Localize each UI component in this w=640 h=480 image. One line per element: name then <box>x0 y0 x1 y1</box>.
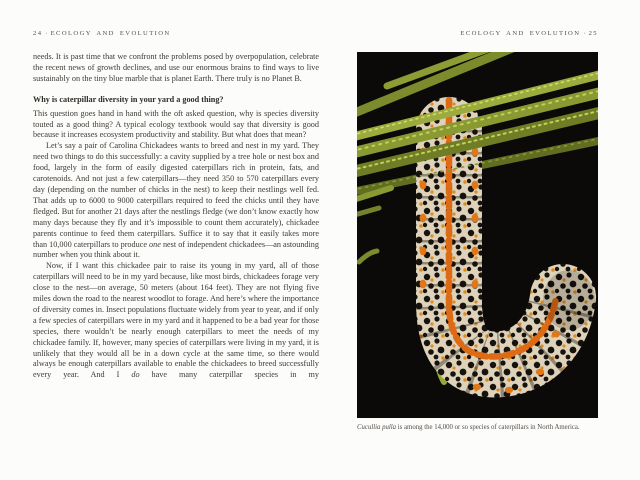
right-page-number: 25 <box>588 30 598 37</box>
paragraph-diversity-importance-text: Now, if I want this chickadee pair to raise its young in my yard, all of those caterpillars will need to be in my yard because, like most birds, chickadees forage very close to the nest—on average, 50 meters (about 164 feet). They are not flying five miles down the road to the nearest woodlot to forage. And here’s where the importance of diversity comes in. Insect populations fluctuate widely from year to year, and if only a few species of caterpillars were in my yard and it happened to be a bad year for those species, there wouldn’t be nearly enough caterpillars to meet the needs of my chickadee family. If, however, many species of caterpillars were living in my yard, it is unlikely that they would all be in a down cycle at the same time, so there would always be enough caterpillars available to enable the chickadees to breed successfully every year. And I <box>33 261 319 380</box>
paragraph-chickadee-needs-end: nest of independent chickadees—an astounding number when you think about it. <box>33 239 319 260</box>
running-head-separator-right: · <box>583 30 586 37</box>
left-running-head <box>33 30 171 37</box>
paragraph-diversity-importance <box>33 261 319 381</box>
caption-species-name: Cucullia pulla <box>357 424 397 431</box>
caterpillar-photo <box>357 52 598 418</box>
right-running-head <box>357 30 598 37</box>
section-heading: Why is caterpillar diversity in your yard a good thing? <box>33 94 224 104</box>
emphasis-one: one <box>149 239 161 249</box>
running-head-separator-left: · <box>45 30 48 37</box>
paragraph-overpopulation: needs. It is past time that we confront the problems posed by overpopulation, celebrate the recent news of growth declines, and use our enormous brains to find ways to live sustainably on the tiny blue marble that is planet Earth. There truly is no Planet B. <box>33 52 319 83</box>
caterpillar-photo-illustration <box>357 52 598 418</box>
paragraph-chickadee-needs <box>33 141 319 261</box>
left-running-head-title: ECOLOGY AND EVOLUTION <box>50 30 171 37</box>
right-running-head-title: ECOLOGY AND EVOLUTION <box>460 30 581 37</box>
left-page-body-text <box>33 52 319 381</box>
left-page-number: 24 <box>33 30 43 37</box>
paragraph-chickadee-needs-text: Let’s say a pair of Carolina Chickadees wants to breed and nest in my yard. They need two things to do this successfully: a cavity supplied by a tree hole or nest box and food, largely in the form of easily digested caterpillars rich in protein, fats, and carotenoids. And not just a few caterpillars—they need 350 to 570 caterpillars every day (depending on the number of chicks in the nest) to keep their nestlings well fed. That adds up to 6000 to 9000 caterpillars required to feed the chicks until they have fledged. But for another 21 days after the nestlings fledge (we don’t know exactly how many days because they fly and it’s impossible to count them accurately), chickadee parents continue to feed them caterpillars. Suffice it to say that it easily takes more than 10,000 caterpillars to produce <box>33 141 319 249</box>
paragraph-diversity-importance-end: have many caterpillar species in my <box>139 370 319 380</box>
photo-caption <box>357 423 598 432</box>
caterpillar-head-shading <box>543 270 595 330</box>
emphasis-do: do <box>131 370 140 380</box>
caption-text: is among the 14,000 or so species of caterpillars in North America. <box>396 424 580 431</box>
paragraph-diversity-question: This question goes hand in hand with the oft asked question, why is species diversity touted as a good thing? A typical ecology textbook would say that diversity is good because it increases ecosystem productivity and stability. But what does that mean? <box>33 108 319 140</box>
